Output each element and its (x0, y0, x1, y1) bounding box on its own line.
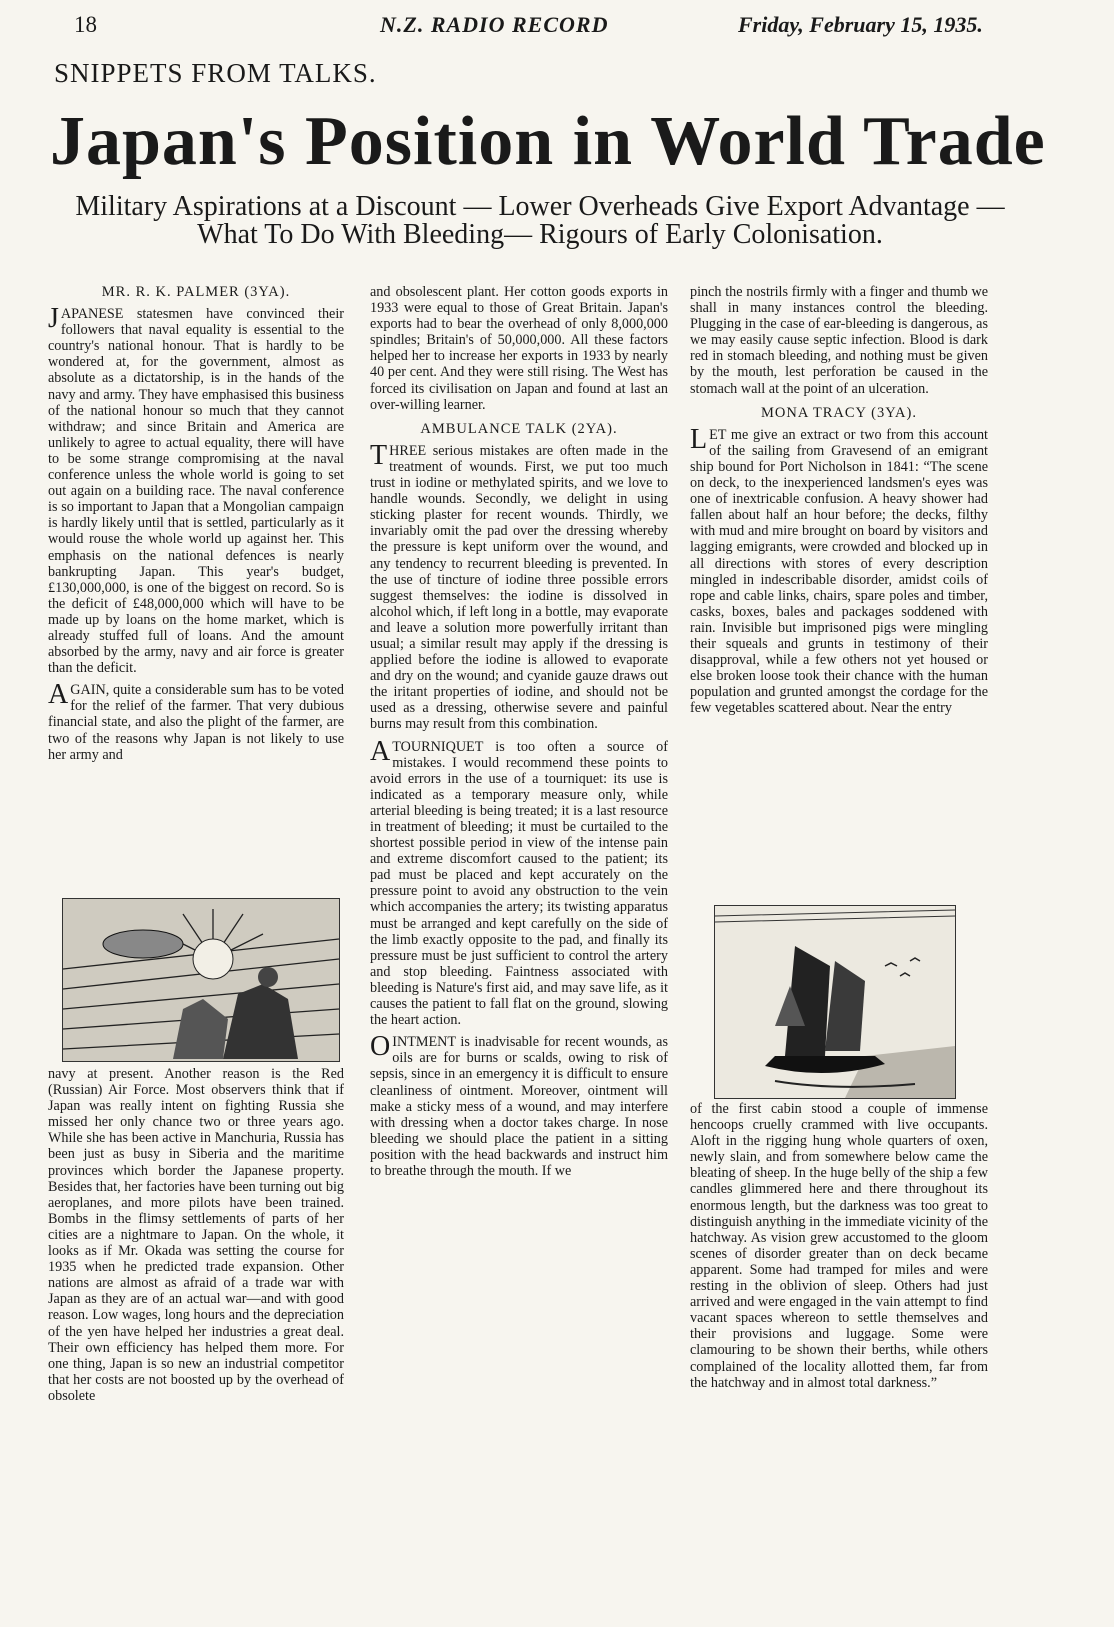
page-header (0, 12, 1114, 42)
publication-name: N.Z. RADIO RECORD (380, 12, 609, 37)
right-column-top (690, 284, 988, 722)
palmer-column-bottom (48, 1066, 344, 1410)
tracy-paragraph-2: of the first cabin stood a couple of immense hencoops cruelly crammed with live occupants. Aloft in the rigging hung whole quarters of oxen, newly slain, and from somewhere below came the bleating of sheep. In the huge belly of the ship a few candles glimmered here and there throughout its enormous length, but the darkness was too great to distinguish anything in the immediate vicinity of the hatchway. As vision grew accustomed to the gloom scenes of disorder greater than on deck became apparent. Some had tramped for miles and were resting in the oblivion of sleep. Others had just arrived and were engaged in the vain attempt to find vacant spaces whereon to settle themselves and their provisions and luggage. Some were clamouring to be shown their berths, while others complained of the locality allotted them, far from the hatchway and in almost total darkness.” (690, 1101, 988, 1391)
paragraph-text: APANESE statesmen have convinced their followers that naval equality is essential to the country's national honour. That is hardly to be wondered at, for the government, almost as absolute as a dictatorship, is in the hands of the navy and army. They have emphasised this business of the national honour so much that they cannot withdraw; and since Britain and America are unlikely to agree to actual equality, there will have to be some strange compromising at the naval conference unless the whole world is going to set out again on a building race. The naval conference is so important to Japan that a Mongolian campaign is hardly likely until that is settled, particularly as it would rouse the whole world up against her. This emphasis on the national defences is nearly bankrupting Japan. This year's budget, £130,000,000, is one of the biggest on record. So is the deficit of £48,000,000 which will have to be made up by loans on the home market, which is already stuffed full of loans. And the amount absorbed by the army, navy and air force is greater than the deficit. (48, 306, 344, 677)
palmer-column-top (48, 284, 344, 769)
paragraph-text: TOURNIQUET is too often a source of mistakes. I would recommend these points to avoid errors in the use of a tourniquet: its use is indicated as a temporary measure only, while arterial bleeding is being treated; it is a last resource in treatment of bleeding; it must be curtailed to the shortest possible period in view of the intense pain and extreme discomfort caused to the patient; its pad must be placed and kept accurately on the pressure point to avoid any obstruction to the vein which accompanies the artery; its twisting apparatus must be arranged and kept carefully on the side of the limb exactly opposite to the pad, and finally its pressure must be just sufficient to control the artery and stop bleeding. Faintness associated with bleeding is Nature's first aid, and may save life, as it causes the patient to fall flat on the ground, slowing the heart action. (370, 738, 668, 1029)
ambulance-paragraph-4: pinch the nostrils firmly with a finger and thumb we shall in many instances control the bleeding. Plugging in the case of ear-bleeding is dangerous, as we may easily cause septic infection. Blood is dark red in stomach bleeding, and nothing must be given by the mouth, lest perforation be caused in the stomach wall at the point of an ulceration. (690, 284, 988, 397)
issue-date: Friday, February 15, 1935. (738, 12, 983, 37)
ambulance-paragraph-2 (370, 735, 668, 1029)
tracy-byline: MONA TRACY (3YA). (761, 404, 917, 421)
palmer-paragraph-2 (48, 679, 344, 763)
drop-cap: O (370, 1031, 391, 1063)
headline: Japan's Position in World Trade (50, 103, 1046, 180)
palmer-paragraph-1 (48, 303, 344, 677)
section-kicker: SNIPPETS FROM TALKS. (54, 58, 377, 88)
subheadline: Military Aspirations at a Discount — Lower Overheads Give Export Advantage — What To Do With Bleeding— Rigours of Early Colonisation. (75, 191, 1005, 250)
ambulance-paragraph-1 (370, 439, 668, 733)
drop-cap: T (370, 439, 388, 471)
ploughing-illustration (62, 898, 340, 1062)
ambulance-paragraph-3 (370, 1031, 668, 1179)
drop-cap: A (370, 735, 391, 767)
paragraph-text: GAIN, quite a considerable sum has to be voted for the relief of the farmer. That very dubious financial state, and also the plight of the farmer, are two of the reasons why Japan is not likely to use her army and (48, 682, 344, 763)
ambulance-byline: AMBULANCE TALK (2YA). (420, 420, 618, 437)
drop-cap: J (48, 303, 59, 335)
drop-cap: L (690, 423, 708, 455)
sailing-ship-illustration (714, 905, 956, 1099)
tracy-paragraph-1 (690, 423, 988, 717)
palmer-byline: MR. R. K. PALMER (3YA). (101, 284, 291, 300)
right-column-bottom (690, 1101, 988, 1397)
paragraph-text: ET me give an extract or two from this account of the sailing from Gravesend of an emigrant ship bound for Port Nicholson in 1841: “The scene on deck, to the inexperienced landsmen's eyes was one of inextricable confusion. A heavy shower had fallen about half an hour before; the decks, filthy with mud and mire brought on board by visitors and lagging emigrants, were crowded and blocked up in all directions with stores of every description mingled in indescribable disorder, amidst coils of rope and cable links, chairs, spare poles and timber, casks, boxes, bales and packages soddened with rain. Invisible but imprisoned pigs were mingling their squeals and grunts in testimony of their disapproval, while a few others not yet housed or else broken loose took their chance with the human population and grunted amongst the cordage for the few vegetables scattered about. Near the entry (690, 426, 988, 717)
paragraph-text: HREE serious mistakes are often made in the treatment of wounds. First, we put too much trust in iodine or methylated spirits, and we love to handle wounds. Secondly, we delight in using sticking plaster for recent wounds. Thirdly, we invariably omit the pad over the dressing whereby the pressure is kept uniform over the wound, and any tendency to recurrent bleeding is prevented. In the use of tincture of iodine three possible errors suggest themselves: the iodine is dissolved in alcohol which, if left long in a bottle, may evaporate and leave a solution more powerfully irritant than usual; a similar result may apply if the dressing is applied before the iodine is allowed to evaporate and dry on the wound; and cyanide gauze draws out the iritant properties of iodine, and should not be used as a dressing, otherwise severe and painful burns may result from this combination. (370, 442, 668, 733)
page-number: 18 (74, 12, 97, 37)
palmer-paragraph-4: and obsolescent plant. Her cotton goods exports in 1933 were equal to those of Great Britain. Japan's exports had to bear the overhead of only 8,000,000 spindles; Britain's of 50,000,000. All these factors helped her to increase her exports in 1933 by nearly 40 per cent. And they were still rising. The West has forced its civilisation on Japan and found at last an over-willing learner. (370, 284, 668, 413)
drop-cap: A (48, 679, 69, 711)
paragraph-text: INTMENT is inadvisable for recent wounds, as oils are for burns or scalds, owing to risk of sepsis, since in an emergency it is difficult to ensure cleanliness of ointment. Moreover, ointment will make a sticky mess of a wound, and may interfere with dressing when a doctor takes charge. In nose bleeding we should place the patient in a sitting position with the head backwards and instruct him to breathe through the mouth. If we (370, 1034, 668, 1179)
palmer-paragraph-3: navy at present. Another reason is the Red (Russian) Air Force. Most observers think that if Japan was really intent on fighting Russia she missed her only chance two or three years ago. While she has been active in Manchuria, Russia has been just as busy in Siberia and the maritime provinces which border the Japanese property. Besides that, her factories have been turning out big aeroplanes, and more pilots have been trained. Bombs in the flimsy settlements of parts of her cities are a nightmare to Japan. On the whole, it looks as if Mr. Okada was setting the course for 1935 when he predicted trade expansion. Other nations are almost as afraid of a trade war with Japan as they are of an actual war—and with good reason. Low wages, long hours and the depreciation of the yen have helped her industries a great deal. Their own efficiency has helped them more. For one thing, Japan is so new an industrial competitor that her costs are not boosted up by the overhead of obsolete (48, 1066, 344, 1404)
palmer-continued-column (370, 284, 668, 1185)
